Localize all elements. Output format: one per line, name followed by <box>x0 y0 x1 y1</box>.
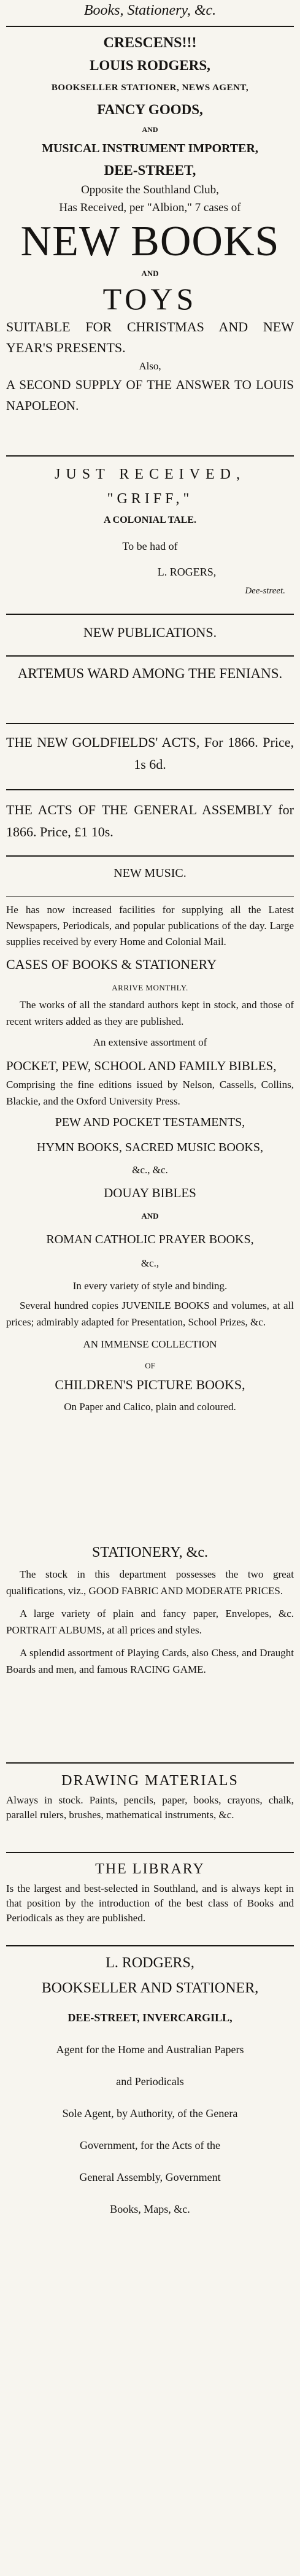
publications-heading-block <box>0 621 300 644</box>
griff-street: Dee-street. <box>245 586 285 596</box>
music-heading-block <box>0 862 300 885</box>
suitable-line: SUITABLE FOR CHRISTMAS AND NEW YEAR'S PRESENTS. <box>6 319 294 355</box>
rule <box>6 455 294 457</box>
griff-seller: L. ROGERS, <box>157 566 217 578</box>
stationery-heading: STATIONERY, &c. <box>92 1544 208 1560</box>
drawing-heading: DRAWING MATERIALS <box>61 1773 239 1789</box>
rule <box>6 1762 294 1764</box>
drawing-ad <box>0 1768 300 1822</box>
children-heading: CHILDREN'S PICTURE BOOKS, <box>55 1377 245 1392</box>
footer-assembly: General Assembly, Government <box>79 2171 221 2183</box>
second-supply: A SECOND SUPPLY OF THE ANSWER TO LOUIS NAPOLEON. <box>6 377 294 413</box>
cases-heading: CASES OF BOOKS & STATIONERY <box>6 957 217 972</box>
assembly-acts-block <box>0 799 300 843</box>
fancy-goods: FANCY GOODS, <box>97 102 203 117</box>
rule <box>6 26 294 27</box>
library-text: Is the largest and best-selected in Southland, and is always kept in that position by the introduction of the best class of Books and Periodicals as they are published. <box>6 1883 294 1924</box>
footer-agent: Agent for the Home and Australian Papers <box>56 2043 244 2056</box>
drawing-text: Always in stock. Paints, pencils, paper, books, crayons, chalk, parallel rulers, brushes, mathematical instruments, &c. <box>6 1794 294 1821</box>
crescens-lead: CRESCENS!!! <box>103 35 197 51</box>
rule <box>6 789 294 790</box>
also-label: Also, <box>139 360 161 372</box>
received-line: Has Received, per "Albion," 7 cases of <box>59 201 241 214</box>
footer-title: BOOKSELLER AND STATIONER, <box>41 1980 259 1996</box>
footer-name: L. RODGERS, <box>106 1955 194 1971</box>
douay-heading: DOUAY BIBLES <box>104 1186 196 1200</box>
goldfields-acts: THE NEW GOLDFIELDS' ACTS, For 1866. Price, 1s 6d. <box>6 735 294 772</box>
arrive-monthly: ARRIVE MONTHLY. <box>112 983 188 992</box>
rule <box>6 1852 294 1853</box>
stationery-stock: The stock in this department possesses the two great qualifications, viz., GOOD FABRIC AND MODERATE PRICES. <box>6 1568 294 1597</box>
stationery-cards: A splendid assortment of Playing Cards, also Chess, and Draught Boards and men, and famous RACING GAME. <box>6 1647 294 1675</box>
seller-name: LOUIS RODGERS, <box>90 58 210 73</box>
section-heading <box>0 2 300 19</box>
immense-heading: AN IMMENSE COLLECTION <box>83 1338 217 1350</box>
testaments-heading: PEW AND POCKET TESTAMENTS, <box>55 1116 245 1129</box>
artemus-ward: ARTEMUS WARD AMONG THE FENIANS. <box>17 666 283 681</box>
opposite-line: Opposite the Southland Club, <box>81 183 219 196</box>
stationery-ad <box>0 1539 300 1678</box>
comprising-text: Comprising the fine editions issued by Nelson, Cassells, Collins, Blackie, and the Oxford University Press. <box>6 1079 294 1107</box>
to-be-had: To be had of <box>122 540 178 552</box>
stationery-variety: A large variety of plain and fancy paper, Envelopes, &c. PORTRAIT ALBUMS, at all prices and styles. <box>6 1608 294 1636</box>
goldfields-block <box>0 731 300 776</box>
footer-books: Books, Maps, &c. <box>110 2203 190 2215</box>
footer-government: Government, for the Acts of the <box>80 2139 220 2151</box>
etc-text-2: &c., <box>140 1257 160 1269</box>
of-label: OF <box>145 1361 155 1370</box>
music-ad <box>0 902 300 1417</box>
musical-importer: MUSICAL INSTRUMENT IMPORTER, <box>42 142 258 155</box>
footer-sole: Sole Agent, by Authority, of the Genera <box>62 2107 238 2119</box>
artemus-block <box>0 663 300 685</box>
publications-heading: NEW PUBLICATIONS. <box>83 625 217 640</box>
street-name: DEE-STREET, <box>104 163 196 178</box>
and-label: AND <box>142 125 158 134</box>
hymn-heading: HYMN BOOKS, SACRED MUSIC BOOKS, <box>37 1141 263 1154</box>
and-label-2: AND <box>141 269 159 278</box>
rule <box>6 655 294 657</box>
crescens-ad <box>0 32 300 416</box>
roman-heading: ROMAN CATHOLIC PRAYER BOOKS, <box>46 1233 254 1246</box>
facilities-text: He has now increased facilities for supplying all the Latest Newspapers, Periodicals, and popular publications of the day. Large supplies received by every Home and Colonial Mail. <box>6 904 294 947</box>
library-ad <box>0 1857 300 1926</box>
works-text: The works of all the standard authors kept in stock, and those of recent writers added as they are published. <box>6 999 294 1027</box>
rule <box>6 614 294 615</box>
extensive-text: An extensive assortment of <box>93 1036 207 1048</box>
paper-text: On Paper and Calico, plain and coloured. <box>64 1401 236 1413</box>
new-books: NEW BOOKS <box>20 218 280 265</box>
assembly-acts: THE ACTS OF THE GENERAL ASSEMBLY for 1866. Price, £1 10s. <box>6 802 294 839</box>
music-heading: NEW MUSIC. <box>113 866 187 880</box>
heading-text: Books, Stationery, &c. <box>83 2 217 18</box>
rule <box>6 855 294 857</box>
rule <box>6 896 294 897</box>
rodgers-footer <box>0 1951 300 2225</box>
juvenile-text: Several hundred copies JUVENILE BOOKS and volumes, at all prices; admirably adapted for Presentation, School Prizes, &c. <box>6 1300 294 1328</box>
rule <box>6 723 294 724</box>
variety-text: In every variety of style and binding. <box>72 1280 228 1292</box>
footer-address: DEE-STREET, INVERCARGILL, <box>67 2011 233 2024</box>
griff-ad <box>0 461 300 600</box>
footer-and: and Periodicals <box>116 2075 184 2088</box>
etc-text: &c., &c. <box>132 1164 168 1176</box>
bibles-heading: POCKET, PEW, SCHOOL AND FAMILY BIBLES, <box>6 1059 277 1073</box>
seller-trade: BOOKSELLER STATIONER, NEWS AGENT, <box>51 83 249 93</box>
griff-tale: A COLONIAL TALE. <box>103 515 196 525</box>
just-received: JUST RECEIVED, <box>55 466 245 482</box>
griff-title: "GRIFF," <box>107 491 193 507</box>
and-label-3: AND <box>141 1211 159 1221</box>
toys: TOYS <box>102 282 198 316</box>
library-heading: THE LIBRARY <box>95 1861 205 1877</box>
rule <box>6 1945 294 1946</box>
